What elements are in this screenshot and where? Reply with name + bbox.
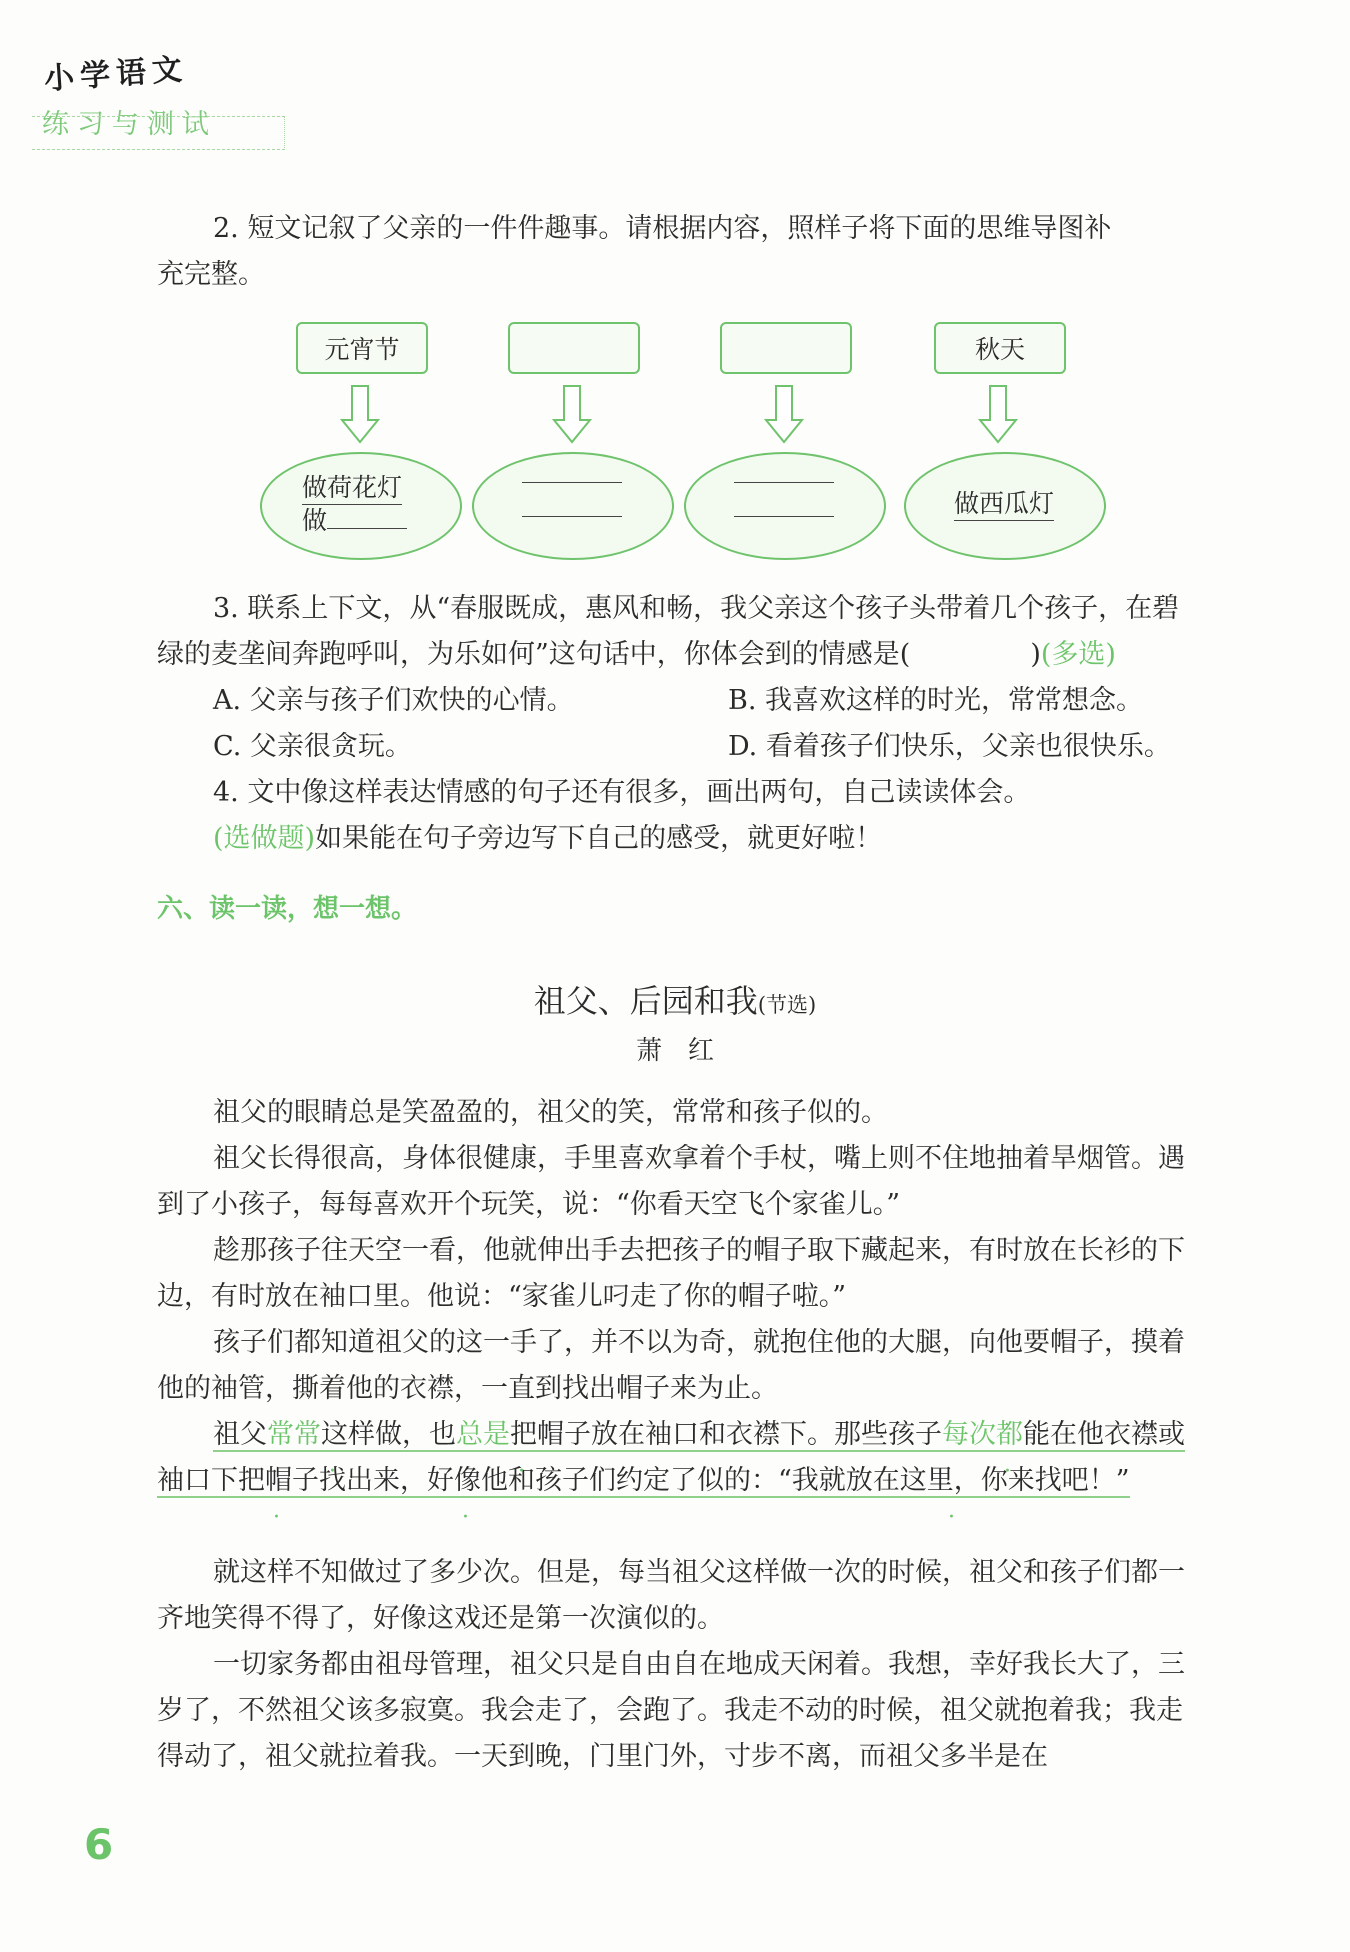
multi-select-tag: (多选) xyxy=(1040,639,1116,670)
q2-text-line2: 充完整。 xyxy=(157,259,265,290)
series-logo: 小学语文 xyxy=(43,51,190,97)
series-subtitle: 练习与测试 xyxy=(42,109,217,140)
passage-paragraph: 孩子们都知道祖父的这一手了，并不以为奇，就抱住他的大腿，向他要帽子，摸着他的袖管，撕着他的衣襟，一直到找出帽子来为止。 xyxy=(157,1327,1185,1404)
mindmap-oval-2[interactable] xyxy=(472,452,674,560)
q3-option-c[interactable]: C. 父亲很贪玩。 xyxy=(213,731,412,762)
passage-paragraph: 祖父的眼睛总是笑盈盈的，祖父的笑，常常和孩子似的。 xyxy=(213,1097,888,1128)
answer-blank[interactable] xyxy=(327,528,407,529)
down-arrow-icon xyxy=(340,384,380,444)
q2-text-line1: 2. 短文记叙了父亲的一件件趣事。请根据内容，照样子将下面的思维导图补 xyxy=(213,213,1112,244)
mindmap-oval-1 xyxy=(260,452,462,560)
passage-paragraph-underlined: 祖父常常 · ·这样做，也总是 · ·把帽子放在袖口和衣襟下。那些孩子每次都 · ·能在他衣襟或袖口下把帽子找出来，好像他和孩子们约定了似的：“我就放在这里，你来找吧！” xyxy=(157,1412,1209,1504)
mindmap-oval-3[interactable] xyxy=(684,452,886,560)
down-arrow-icon xyxy=(764,384,804,444)
keyword-emphasis: 常常 · · xyxy=(267,1419,321,1452)
answer-blank[interactable] xyxy=(734,516,834,517)
mindmap-box-4: 秋天 xyxy=(934,322,1066,374)
passage-paragraph: 祖父长得很高，身体很健康，手里喜欢拿着个手杖，嘴上则不住地抽着旱烟管。遇到了小孩子，每每喜欢开个玩笑，说：“你看天空飞个家雀儿。” xyxy=(157,1143,1185,1220)
oval1-line1: 做荷花灯 xyxy=(302,472,402,505)
down-arrow-icon xyxy=(978,384,1018,444)
mindmap-oval-4 xyxy=(904,452,1106,560)
header-frame xyxy=(32,116,285,150)
passage-paragraph: 一切家务都由祖母管理，祖父只是自由自在地成天闲着。我想，幸好我长大了，三岁了，不然祖父该多寂寞。我会走了，会跑了。我走不动的时候，祖父就抱着我；我走得动了，祖父就拉着我。一天到晚，门里门外，寸步不离，而祖父多半是在 xyxy=(157,1649,1185,1772)
mindmap-box-1: 元宵节 xyxy=(296,322,428,374)
passage-author: 萧 红 xyxy=(635,1036,714,1066)
mindmap-box-2[interactable] xyxy=(508,322,640,374)
down-arrow-icon xyxy=(552,384,592,444)
mindmap-box-3[interactable] xyxy=(720,322,852,374)
keyword-emphasis: 总是 · · xyxy=(456,1419,510,1452)
oval1-line2: 做 xyxy=(302,506,328,535)
q3-option-d[interactable]: D. 看着孩子们快乐，父亲也很快乐。 xyxy=(728,731,1171,762)
q3-option-a[interactable]: A. 父亲与孩子们欢快的心情。 xyxy=(213,685,574,716)
answer-blank[interactable] xyxy=(522,482,622,483)
q3-line2: 绿的麦垄间奔跑呼叫，为乐如何”这句话中，你体会到的情感是( )(多选) xyxy=(157,639,1116,670)
page-number: 6 xyxy=(84,1820,114,1869)
oval4-text: 做西瓜灯 xyxy=(954,484,1054,521)
q3-line1: 3. 联系上下文，从“春服既成，惠风和畅，我父亲这个孩子头带着几个孩子，在碧 xyxy=(213,593,1180,624)
optional-tag: (选做题) xyxy=(213,823,316,854)
passage-paragraph: 趁那孩子往天空一看，他就伸出手去把孩子的帽子取下藏起来，有时放在长衫的下边，有时放在袖口里。他说：“家雀儿叼走了你的帽子啦。” xyxy=(157,1235,1185,1312)
q4-line1: 4. 文中像这样表达情感的句子还有很多，画出两句，自己读读体会。 xyxy=(213,777,1031,808)
passage-title: 祖父、后园和我(节选) xyxy=(533,982,817,1020)
keyword-emphasis: 每次都 · · xyxy=(942,1419,1023,1452)
section-heading: 六、读一读，想一想。 xyxy=(157,894,418,924)
q3-option-b[interactable]: B. 我喜欢这样的时光，常常想念。 xyxy=(728,685,1144,716)
q4-line2: (选做题)如果能在句子旁边写下自己的感受，就更好啦！ xyxy=(213,823,883,854)
answer-blank[interactable] xyxy=(734,482,834,483)
answer-blank[interactable] xyxy=(522,516,622,517)
passage-paragraph: 就这样不知做过了多少次。但是，每当祖父这样做一次的时候，祖父和孩子们都一齐地笑得不得了，好像这戏还是第一次演似的。 xyxy=(157,1557,1185,1634)
